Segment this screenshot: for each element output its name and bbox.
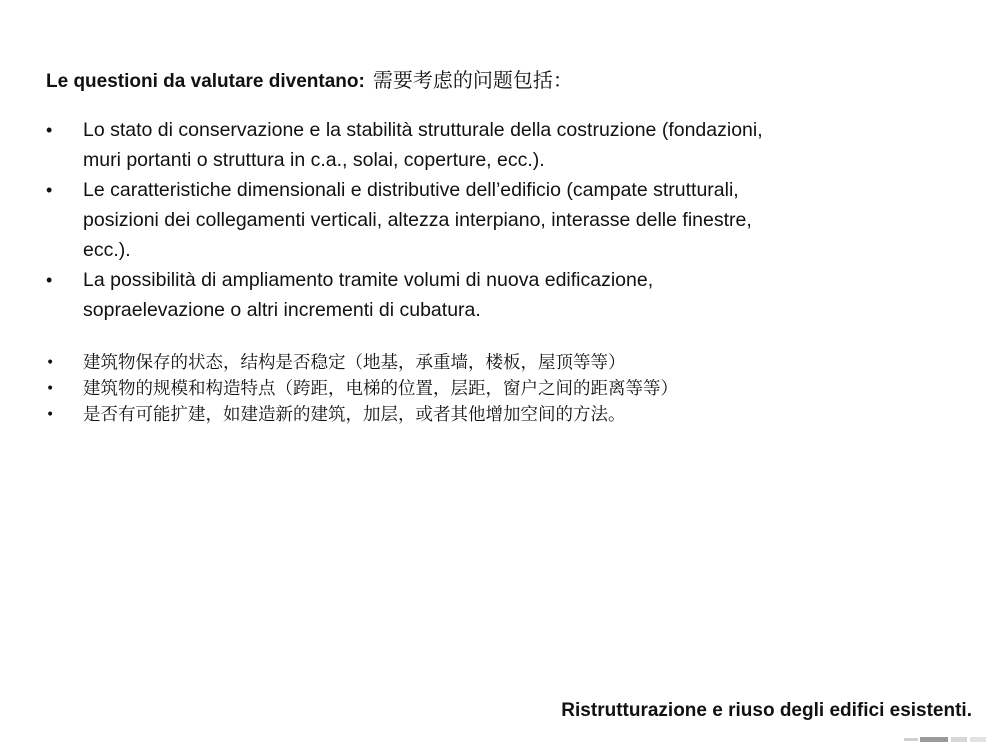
- slide-heading: [46, 66, 573, 96]
- list-item-text: 建筑物的规模和构造特点（跨距，电梯的位置，层距，窗户之间的距离等等）: [83, 379, 678, 399]
- bullet-marker: •: [46, 355, 55, 371]
- list-item-text: Lo stato di conservazione e la stabilità strutturale della costruzione (fondazioni, muri portanti o struttura in c.a., solai, coperture, ecc.).: [83, 119, 763, 171]
- list-item-text: 是否有可能扩建，如建造新的建筑，加层，或者其他增加空间的方法。: [83, 405, 626, 425]
- list-item: [46, 175, 786, 265]
- list-item: [46, 376, 806, 402]
- italian-bullet-list: [46, 115, 786, 325]
- bullet-marker: •: [46, 180, 53, 200]
- list-item-text: La possibilità di ampliamento tramite volumi di nuova edificazione, sopraelevazione o altri incrementi di cubatura.: [83, 269, 654, 321]
- list-item-text: 建筑物保存的状态，结构是否稳定（地基，承重墙，楼板，屋顶等等）: [83, 353, 626, 373]
- bullet-marker: •: [46, 381, 55, 397]
- list-item: [46, 265, 786, 325]
- list-item-text: Le caratteristiche dimensionali e distributive dell’edificio (campate strutturali, posizioni dei collegamenti verticali, altezza interpiano, interasse delle finestre, ecc.).: [83, 179, 752, 261]
- chinese-bullet-list: [46, 350, 806, 428]
- watermark-logo: [904, 735, 986, 744]
- list-item: [46, 115, 786, 175]
- heading-chinese: 需要考虑的问题包括：: [372, 68, 573, 92]
- bullet-marker: •: [46, 270, 53, 290]
- list-item: [46, 350, 806, 376]
- list-item: [46, 402, 806, 428]
- bullet-marker: •: [46, 120, 53, 140]
- bullet-marker: •: [46, 407, 55, 423]
- heading-italian: Le questioni da valutare diventano:: [46, 71, 365, 92]
- footer-title: Ristrutturazione e riuso degli edifici esistenti.: [561, 700, 972, 721]
